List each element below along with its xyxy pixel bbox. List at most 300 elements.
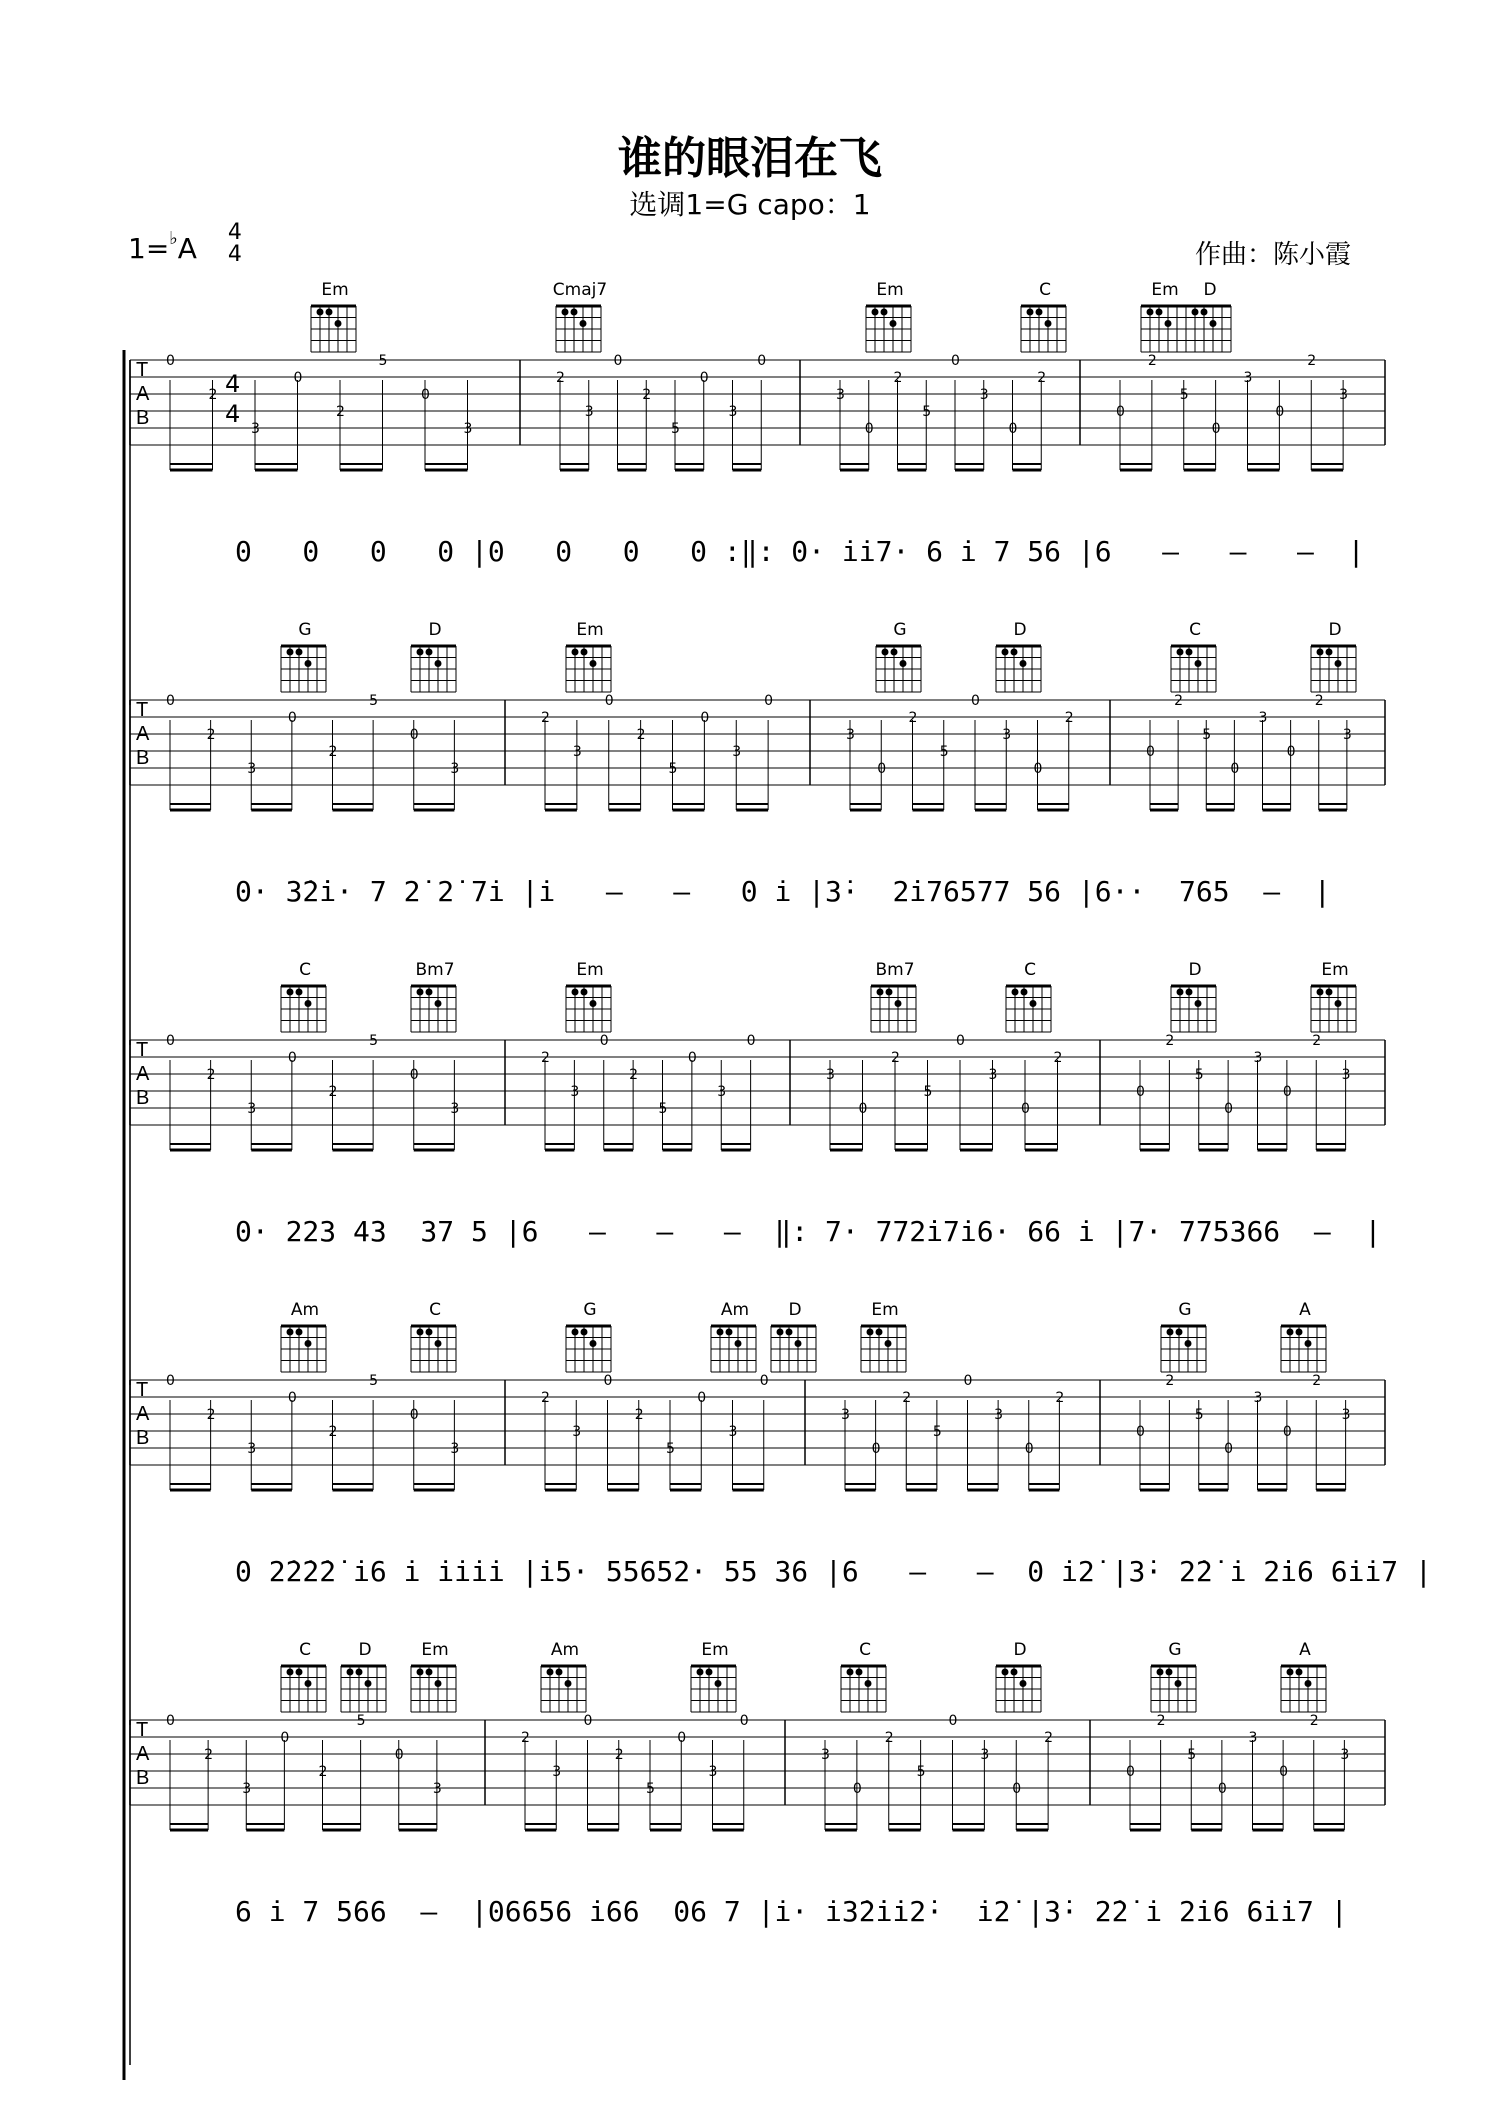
fret-number: 5 (369, 693, 379, 709)
fret-number: 2 (636, 727, 646, 743)
chord-name: D (428, 620, 442, 640)
finger-dot (885, 1340, 892, 1347)
fret-number: 2 (1165, 1373, 1175, 1389)
fret-number: 3 (1248, 1730, 1258, 1746)
fret-number: 0 (1116, 404, 1125, 420)
chord-diagram (1300, 620, 1370, 696)
finger-dot (547, 1669, 554, 1676)
chord-name: Em (421, 1640, 449, 1660)
finger-dot (1287, 1329, 1294, 1336)
finger-dot (435, 1000, 442, 1007)
key-capo-subtitle: 选调1=G capo：1 (629, 188, 871, 221)
chord-diagram (1160, 620, 1230, 696)
fret-number: 3 (584, 404, 594, 420)
fret-number: 5 (369, 1033, 379, 1049)
chord-name: Em (1321, 960, 1349, 980)
finger-dot (1210, 320, 1217, 327)
finger-dot (890, 320, 897, 327)
key-flat: ♭ (169, 228, 178, 249)
chord-diagram (270, 620, 340, 696)
finger-dot (1147, 309, 1154, 316)
finger-dot (581, 989, 588, 996)
finger-dot (562, 309, 569, 316)
fret-number: 2 (1312, 1373, 1322, 1389)
finger-dot (580, 320, 587, 327)
tab-clef-letter: A (136, 1063, 150, 1085)
finger-dot (1317, 649, 1324, 656)
fret-number: 2 (893, 370, 903, 386)
fret-number: 0 (1282, 1084, 1292, 1100)
tab-clef-letter: B (136, 1427, 150, 1449)
chord-diagram (1270, 1640, 1340, 1716)
finger-dot (1002, 1669, 1009, 1676)
chord-grid (1147, 1660, 1203, 1716)
finger-dot (296, 649, 303, 656)
fret-number: 2 (884, 1730, 894, 1746)
fret-number: 3 (463, 421, 473, 437)
fret-number: 3 (432, 1781, 442, 1797)
song-title: 谁的眼泪在飞 (618, 133, 882, 184)
chord-grid (872, 640, 928, 696)
chord-grid (1277, 1660, 1333, 1716)
finger-dot (572, 1329, 579, 1336)
fret-number: 3 (1339, 387, 1349, 403)
fret-number: 2 (206, 1067, 216, 1083)
chord-name: C (429, 1300, 441, 1320)
chord-grid (277, 980, 333, 1036)
fret-number: 3 (450, 761, 460, 777)
chord-diagram (830, 1640, 900, 1716)
fret-number: 3 (821, 1747, 830, 1763)
fret-number: 0 (764, 693, 774, 709)
chord-diagram (1010, 280, 1080, 356)
fret-number: 5 (646, 1781, 655, 1797)
finger-dot (1157, 1669, 1164, 1676)
fret-number: 0 (1033, 761, 1043, 777)
fret-number: 2 (521, 1730, 530, 1746)
fret-number: 3 (979, 387, 989, 403)
chord-grid (1307, 640, 1363, 696)
chord-grid (992, 1660, 1048, 1716)
fret-number: 5 (666, 1441, 675, 1457)
fret-number: 2 (208, 387, 218, 403)
fret-number: 3 (1002, 727, 1012, 743)
fret-number: 0 (956, 1033, 965, 1049)
finger-dot (895, 1000, 902, 1007)
fret-number: 2 (541, 1050, 550, 1066)
chord-name: Em (576, 960, 604, 980)
fret-number: 0 (1136, 1084, 1145, 1100)
chord-name: D (788, 1300, 802, 1320)
finger-dot (735, 1340, 742, 1347)
fret-number: 0 (1126, 1764, 1135, 1780)
chord-name: C (1039, 280, 1051, 300)
fret-number: 3 (994, 1407, 1004, 1423)
fret-number: 0 (1217, 1781, 1227, 1797)
chord-diagram (530, 1640, 600, 1716)
fret-number: 0 (699, 370, 709, 386)
fret-number: 0 (948, 1713, 958, 1729)
finger-dot (296, 989, 303, 996)
chord-diagram (400, 960, 470, 1036)
chord-diagram (270, 1300, 340, 1376)
chord-diagram (1130, 280, 1200, 356)
fret-number: 2 (1064, 710, 1074, 726)
finger-dot (1305, 1680, 1312, 1687)
chord-diagram (680, 1640, 750, 1716)
fret-number: 3 (826, 1067, 835, 1083)
fret-number: 2 (556, 370, 565, 386)
chord-diagram (270, 960, 340, 1036)
finger-dot (590, 1340, 597, 1347)
fret-number: 5 (916, 1764, 926, 1780)
chord-name: Em (701, 1640, 729, 1660)
finger-dot (1201, 309, 1208, 316)
chord-grid (552, 300, 608, 356)
chord-diagram (985, 620, 1055, 696)
fret-number: 0 (971, 693, 980, 709)
finger-dot (1176, 1329, 1183, 1336)
fret-number: 0 (583, 1713, 593, 1729)
fret-number: 0 (1282, 1424, 1292, 1440)
finger-dot (426, 649, 433, 656)
chord-grid (687, 1660, 743, 1716)
finger-dot (1326, 989, 1333, 996)
fret-number: 0 (677, 1730, 687, 1746)
fret-number: 0 (604, 693, 614, 709)
fret-number: 5 (658, 1101, 668, 1117)
fret-number: 2 (1156, 1713, 1166, 1729)
fret-number: 0 (1024, 1441, 1034, 1457)
finger-dot (872, 309, 879, 316)
fret-number: 3 (247, 761, 257, 777)
fret-number: 0 (852, 1781, 862, 1797)
tab-clef-letter: A (136, 383, 150, 405)
fret-number: 0 (1136, 1424, 1145, 1440)
finger-dot (877, 989, 884, 996)
fret-number: 2 (614, 1747, 624, 1763)
finger-dot (287, 649, 294, 656)
chord-grid (562, 640, 618, 696)
fret-number: 5 (1194, 1407, 1204, 1423)
fret-number: 3 (450, 1101, 460, 1117)
chord-name: C (299, 960, 311, 980)
finger-dot (572, 989, 579, 996)
finger-dot (581, 649, 588, 656)
finger-dot (865, 1680, 872, 1687)
finger-dot (891, 649, 898, 656)
fret-number: 0 (739, 1713, 749, 1729)
fret-number: 0 (166, 1373, 175, 1389)
chord-grid (1157, 1320, 1213, 1376)
chord-diagram (860, 960, 930, 1036)
chord-name: D (1203, 280, 1217, 300)
chord-name: Bm7 (875, 960, 915, 980)
chord-name: C (1024, 960, 1036, 980)
fret-number: 3 (728, 1424, 738, 1440)
finger-dot (417, 1329, 424, 1336)
fret-number: 0 (1012, 1781, 1022, 1797)
fret-number: 3 (846, 727, 855, 743)
fret-number: 0 (287, 1390, 297, 1406)
finger-dot (1156, 309, 1163, 316)
fret-number: 0 (280, 1730, 290, 1746)
finger-dot (882, 649, 889, 656)
fret-number: 3 (728, 404, 738, 420)
fret-number: 3 (708, 1764, 718, 1780)
jianpu-notation: 0· 3̇2̇i̇· 7 2̇ 2̇ 7i̇ |i̇ – – 0 i̇ |3̇· 2̇i̇76577 56 |6·· 765 – | (235, 875, 1331, 908)
chord-diagram (1140, 1640, 1210, 1716)
composer: 作曲：陈小霞 (1195, 240, 1352, 270)
finger-dot (356, 1669, 363, 1676)
fret-number: 5 (1187, 1747, 1197, 1763)
fret-number: 3 (1253, 1390, 1263, 1406)
finger-dot (1045, 320, 1052, 327)
finger-dot (717, 1329, 724, 1336)
finger-dot (1166, 1669, 1173, 1676)
key-prefix: 1= (128, 232, 170, 265)
fret-number: 0 (421, 387, 430, 403)
chord-diagram (850, 1300, 920, 1376)
finger-dot (305, 660, 312, 667)
fret-number: 0 (1211, 421, 1221, 437)
chord-grid (1277, 1320, 1333, 1376)
finger-dot (296, 1329, 303, 1336)
fret-number: 3 (247, 1101, 257, 1117)
jianpu-notation: 0 0 0 0 |0 0 0 0 :‖: 0· i̇i̇7· 6 i̇ 7 56 |6 – – – | (235, 535, 1365, 568)
finger-dot (795, 1340, 802, 1347)
chord-grid (277, 1320, 333, 1376)
chord-name: A (1299, 1640, 1311, 1660)
finger-dot (1011, 1669, 1018, 1676)
chord-grid (407, 1320, 463, 1376)
tab-clef-letter: A (136, 723, 150, 745)
finger-dot (287, 1669, 294, 1676)
chord-name: C (299, 1640, 311, 1660)
chord-grid (1167, 640, 1223, 696)
fret-number: 2 (1053, 1050, 1063, 1066)
finger-dot (1185, 1340, 1192, 1347)
tab-clef-letter: T (136, 1379, 149, 1401)
fret-number: 0 (166, 1713, 175, 1729)
fret-number: 0 (759, 1373, 769, 1389)
fret-number: 3 (1258, 710, 1268, 726)
finger-dot (1002, 649, 1009, 656)
chord-name: Cmaj7 (552, 280, 608, 300)
finger-dot (417, 649, 424, 656)
fret-number: 3 (717, 1084, 727, 1100)
finger-dot (1036, 309, 1043, 316)
fret-number: 0 (951, 353, 960, 369)
tab-clef-letter: T (136, 1719, 149, 1741)
fret-number: 0 (599, 1033, 609, 1049)
fret-number: 0 (757, 353, 767, 369)
fret-number: 3 (570, 1084, 580, 1100)
chord-grid (707, 1320, 763, 1376)
finger-dot (1326, 649, 1333, 656)
fret-number: 2 (1314, 693, 1324, 709)
finger-dot (876, 1329, 883, 1336)
chord-grid (277, 640, 333, 696)
meter-bottom: 4 (227, 242, 242, 267)
finger-dot (287, 1329, 294, 1336)
fret-number: 0 (1224, 1101, 1234, 1117)
chord-diagram (1150, 1300, 1220, 1376)
finger-dot (590, 1000, 597, 1007)
fret-number: 0 (877, 761, 887, 777)
finger-dot (1011, 649, 1018, 656)
fret-number: 0 (166, 353, 175, 369)
chord-grid (307, 300, 363, 356)
finger-dot (1287, 1669, 1294, 1676)
tab-clef-letter: B (136, 747, 150, 769)
fret-number: 2 (1037, 370, 1047, 386)
chord-grid (407, 1660, 463, 1716)
chord-diagram (1300, 960, 1370, 1036)
chord-grid (837, 1660, 893, 1716)
fret-number: 0 (287, 710, 297, 726)
finger-dot (1167, 1329, 1174, 1336)
fret-number: 0 (871, 1441, 881, 1457)
fret-number: 3 (836, 387, 845, 403)
finger-dot (305, 1680, 312, 1687)
chord-name: Em (1151, 280, 1179, 300)
fret-number: 3 (1341, 1407, 1351, 1423)
fret-number: 5 (923, 1084, 933, 1100)
chord-diagram (985, 1640, 1055, 1716)
finger-dot (305, 1340, 312, 1347)
fret-number: 3 (450, 1441, 460, 1457)
chord-diagram (865, 620, 935, 696)
chord-diagram (330, 1640, 400, 1716)
chord-grid (1137, 300, 1193, 356)
fret-number: 2 (541, 1390, 550, 1406)
chord-grid (992, 640, 1048, 696)
finger-dot (1175, 1680, 1182, 1687)
finger-dot (326, 309, 333, 316)
fret-number: 0 (697, 1390, 707, 1406)
fret-number: 2 (1147, 353, 1157, 369)
fret-number: 0 (700, 710, 710, 726)
fret-number: 3 (572, 744, 582, 760)
fret-number: 0 (858, 1101, 868, 1117)
finger-dot (881, 309, 888, 316)
chord-name: D (1013, 620, 1027, 640)
chord-name: Am (720, 1300, 750, 1320)
fret-number: 3 (1253, 1050, 1263, 1066)
tab-clef-letter: A (136, 1403, 150, 1425)
finger-dot (777, 1329, 784, 1336)
chord-diagram (400, 1640, 470, 1716)
chord-name: Em (871, 1300, 899, 1320)
finger-dot (1020, 660, 1027, 667)
chord-name: Em (876, 280, 904, 300)
chord-grid (407, 980, 463, 1036)
finger-dot (590, 660, 597, 667)
chord-diagram (995, 960, 1065, 1036)
chord-grid (562, 980, 618, 1036)
jianpu-notation: 6 i̇ 7 566 – |06656 i̇66 06 7 |i̇· i̇3̇2̇i̇i̇2̇· i̇2̇ |3̇· 2̇2̇ i̇ 2̇i̇6 6i̇i̇7 | (235, 1895, 1348, 1928)
fret-number: 0 (1021, 1101, 1030, 1117)
chord-name: D (1013, 1640, 1027, 1660)
fret-number: 3 (251, 421, 260, 437)
fret-number: 2 (204, 1747, 214, 1763)
chord-diagram (555, 1300, 625, 1376)
finger-dot (1296, 1669, 1303, 1676)
fret-number: 0 (166, 1033, 175, 1049)
fret-number: 2 (328, 1084, 338, 1100)
fret-number: 2 (1044, 1730, 1054, 1746)
fret-number: 0 (963, 1373, 973, 1389)
jianpu-notation: 0· 223 43 37 5 |6 – – – ‖: 7· 772̇i̇7i̇6· 66 i̇ |7· 775366 – | (235, 1215, 1382, 1248)
chord-name: A (1299, 1300, 1311, 1320)
fret-number: 3 (732, 744, 742, 760)
finger-dot (435, 1680, 442, 1687)
chord-grid (857, 1320, 913, 1376)
chord-name: Em (321, 280, 349, 300)
chord-name: G (298, 620, 312, 640)
fret-number: 0 (603, 1373, 613, 1389)
chord-grid (767, 1320, 823, 1376)
chord-grid (1017, 300, 1073, 356)
fret-number: 2 (541, 710, 550, 726)
finger-dot (347, 1669, 354, 1676)
fret-number: 2 (1055, 1390, 1065, 1406)
fret-number: 3 (242, 1781, 252, 1797)
finger-dot (886, 989, 893, 996)
fret-number: 5 (671, 421, 680, 437)
chord-name: Em (576, 620, 604, 640)
finger-dot (715, 1680, 722, 1687)
fret-number: 0 (746, 1033, 756, 1049)
finger-dot (1195, 660, 1202, 667)
tab-time-signature: 4 (225, 400, 241, 428)
finger-dot (435, 660, 442, 667)
fret-number: 0 (293, 370, 303, 386)
fret-number: 3 (552, 1764, 562, 1780)
fret-number: 5 (369, 1373, 379, 1389)
finger-dot (856, 1669, 863, 1676)
fret-number: 5 (922, 404, 932, 420)
fret-number: 2 (328, 744, 338, 760)
tab-clef-letter: T (136, 1039, 149, 1061)
chord-diagram (400, 1300, 470, 1376)
fret-number: 2 (634, 1407, 644, 1423)
jianpu-notation: 0 2̇2̇2̇2̇ i̇6 i̇ i̇i̇i̇i̇ |i̇5· 55652· 55 36 |6 – – 0 i̇2̇ |3̇· 2̇2̇ i̇ 2̇i̇6 6i̇i̇7 | (235, 1555, 1432, 1588)
key-signature (128, 220, 242, 272)
chord-name: D (1328, 620, 1342, 640)
chord-grid (862, 300, 918, 356)
fret-number: 2 (1309, 1713, 1319, 1729)
tab-time-signature: 4 (225, 370, 241, 398)
fret-number: 2 (206, 727, 216, 743)
chord-diagram (855, 280, 925, 356)
fret-number: 0 (166, 693, 175, 709)
finger-dot (287, 989, 294, 996)
chord-grid (407, 640, 463, 696)
chord-name: G (1178, 1300, 1192, 1320)
chord-name: G (893, 620, 907, 640)
finger-dot (426, 1669, 433, 1676)
fret-number: 3 (841, 1407, 850, 1423)
fret-number: 0 (1146, 744, 1155, 760)
fret-number: 2 (328, 1424, 338, 1440)
chord-diagram (1270, 1300, 1340, 1376)
finger-dot (426, 1329, 433, 1336)
finger-dot (1317, 989, 1324, 996)
chord-grid (1002, 980, 1058, 1036)
chord-name: D (1188, 960, 1202, 980)
